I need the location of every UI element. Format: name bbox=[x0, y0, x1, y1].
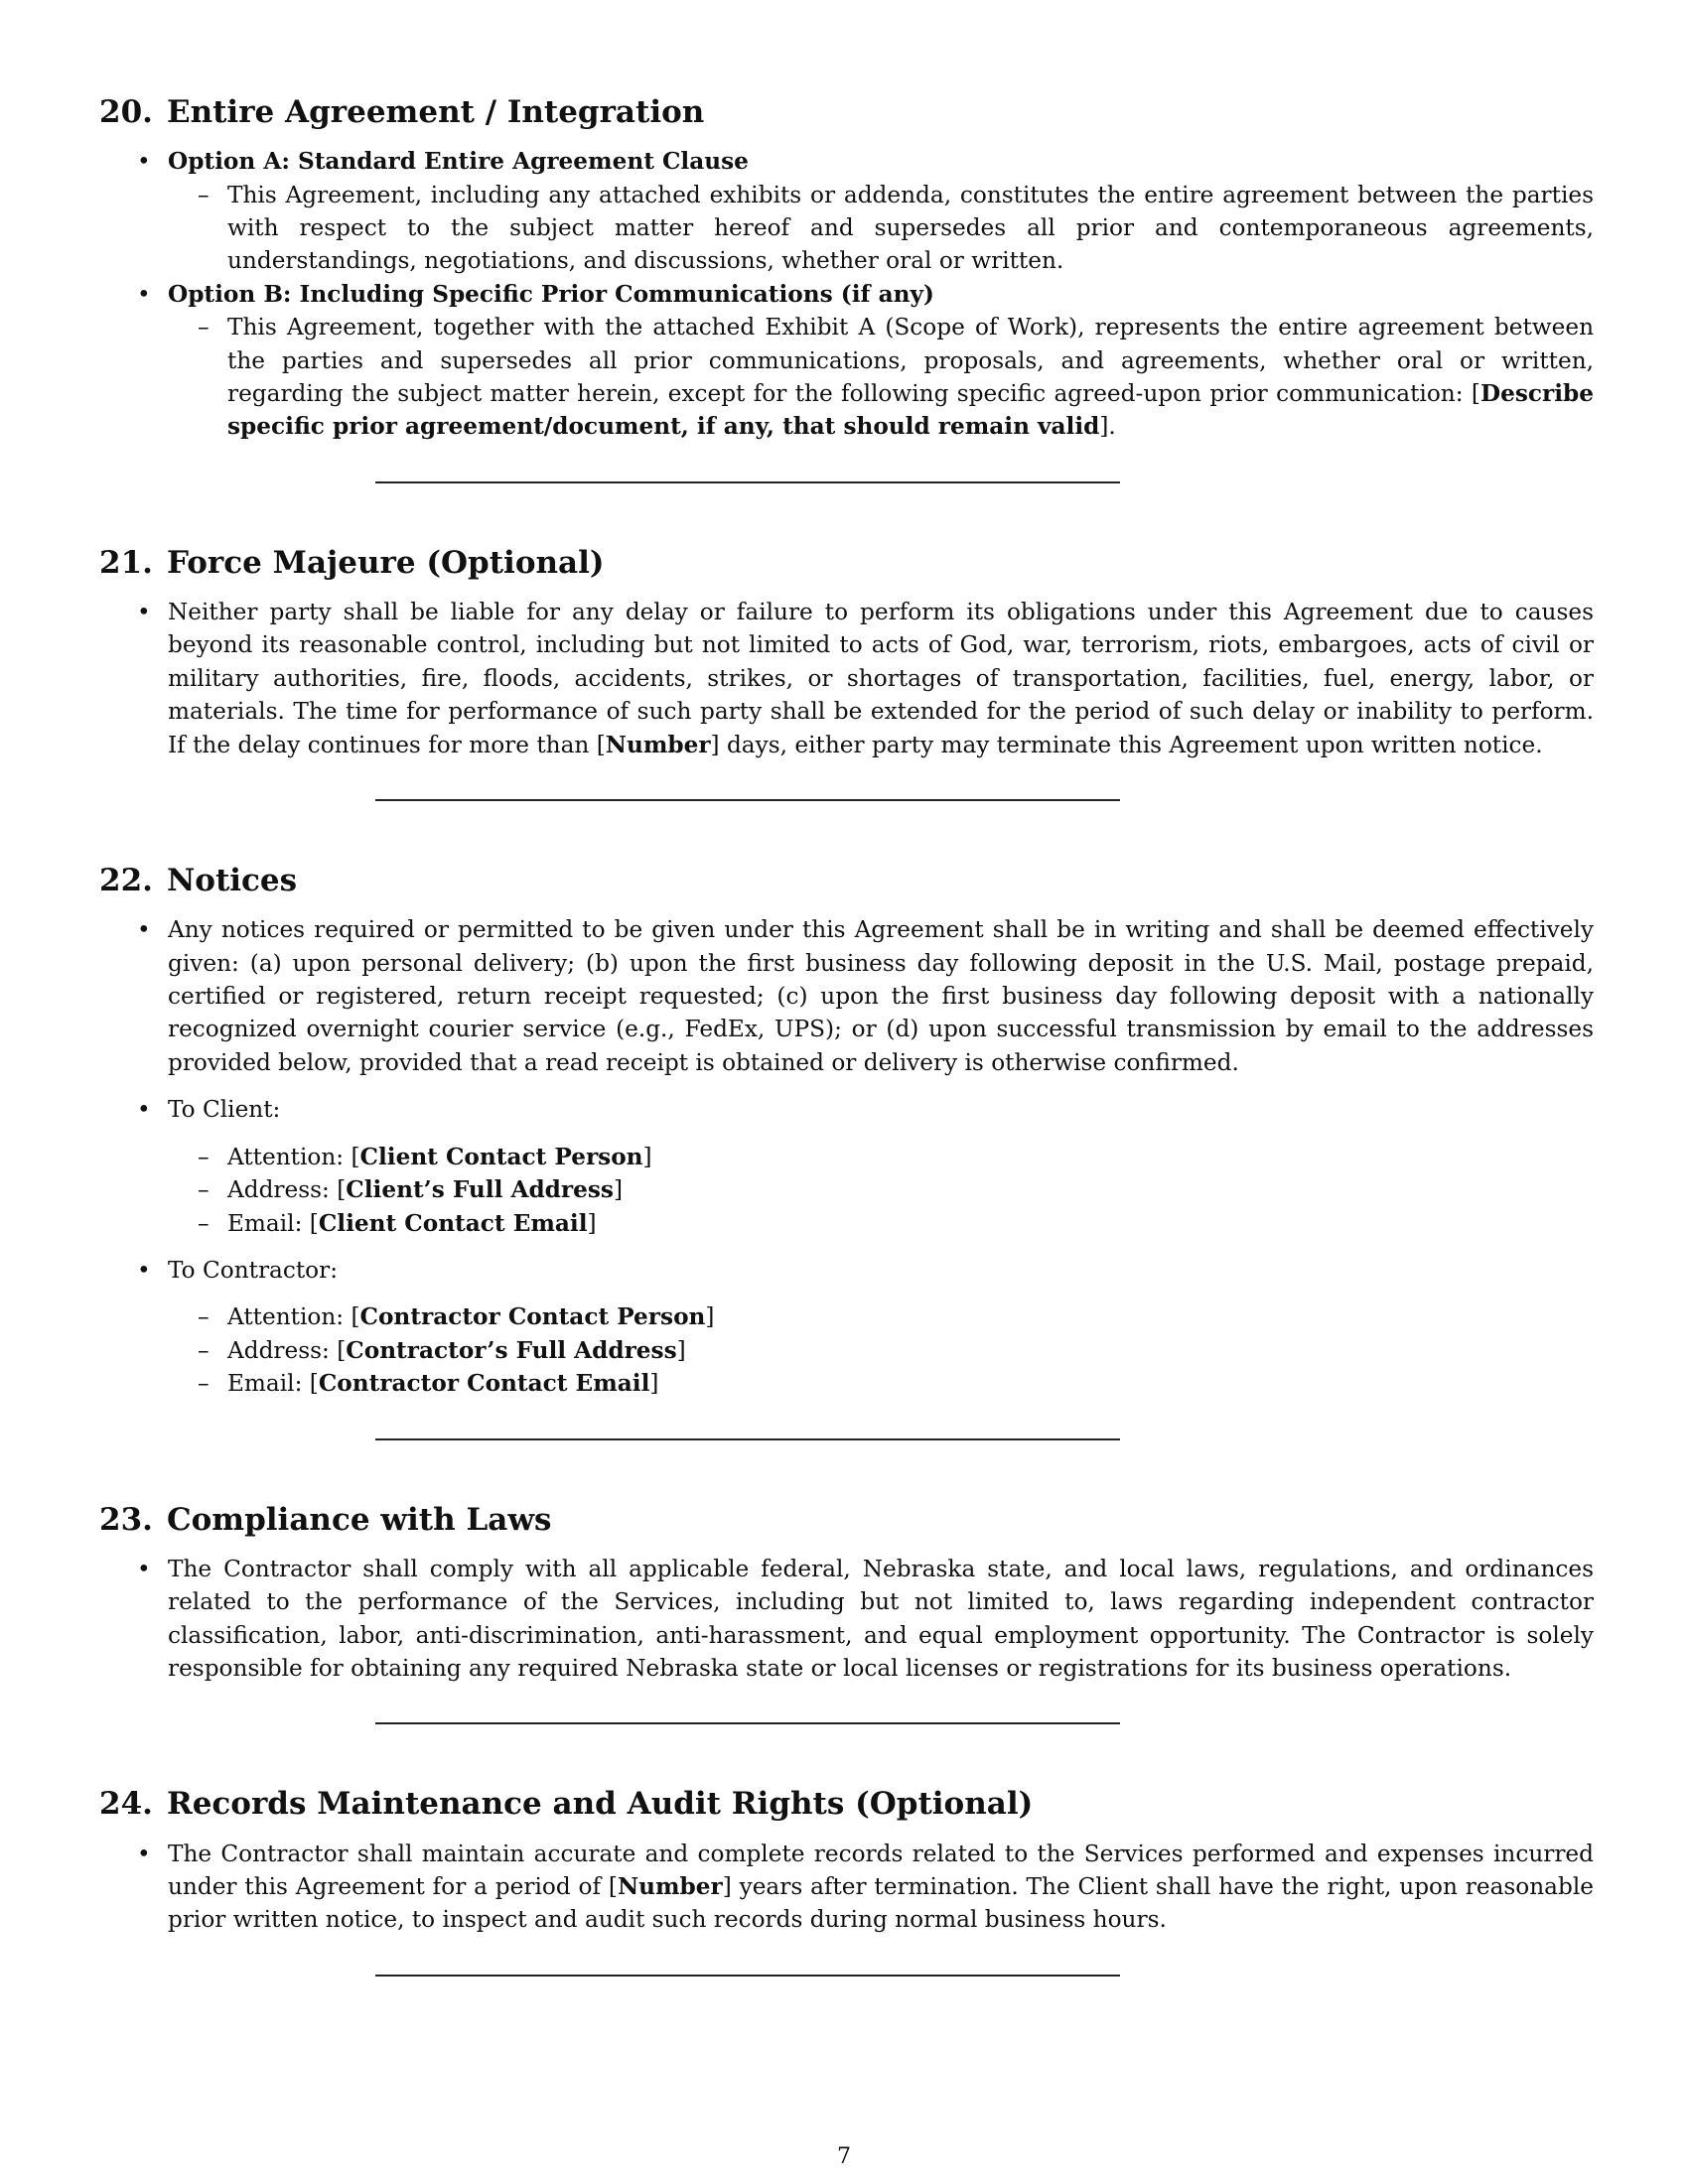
field-label: Attention: [ bbox=[227, 1303, 360, 1331]
clause-text: ]. bbox=[1099, 413, 1116, 441]
section-divider bbox=[375, 799, 1120, 801]
section-number: 20. bbox=[99, 94, 153, 130]
placeholder-field: Contractor’s Full Address bbox=[346, 1336, 677, 1364]
client-contact-list bbox=[168, 1141, 1594, 1240]
bracket: ] bbox=[676, 1336, 686, 1364]
client-email bbox=[168, 1207, 1594, 1240]
list-item: • Any notices required or permitted to be given under this Agreement shall be in writing and shall be deemed effectively given: (a) upon personal delivery; (b) upon the first business day following deposit in the U.S. Mail, postage prepaid, certified or registered, return receipt requested; (c) upon the first business day following deposit with a nationally recognized overnight courier service (e.g., FedEx, UPS); or (d) upon successful transmission by email to the addresses provided below, provided that a read receipt is obtained or delivery is otherwise confirmed. bbox=[99, 913, 1594, 1079]
placeholder-field: Client Contact Email bbox=[318, 1209, 588, 1237]
placeholder-field: Number bbox=[605, 731, 711, 758]
section-notices bbox=[99, 863, 1594, 1400]
field-label: Email: [ bbox=[227, 1370, 319, 1398]
section-heading bbox=[99, 863, 1594, 899]
section-number: 22. bbox=[99, 863, 153, 899]
bullet-list bbox=[99, 145, 1594, 444]
list-item: • The Contractor shall comply with all applicable federal, Nebraska state, and local laws, regulations, and ordinances related to the performance of the Services, including but not limited to, laws regarding independent contractor classification, labor, anti-discrimination, anti-harassment, and equal employment opportunity. The Contractor is solely responsible for obtaining any required Nebraska state or local licenses or registrations for its business operations. bbox=[99, 1553, 1594, 1686]
client-address bbox=[168, 1173, 1594, 1206]
document-page bbox=[99, 94, 1594, 2038]
page-number: 7 bbox=[837, 2144, 851, 2169]
list-item bbox=[99, 596, 1594, 761]
section-divider bbox=[375, 1975, 1120, 1977]
section-title: Force Majeure (Optional) bbox=[166, 544, 605, 581]
option-a-label: Option A: Standard Entire Agreement Clause bbox=[168, 148, 749, 176]
section-number: 21. bbox=[99, 544, 153, 581]
section-heading bbox=[99, 94, 1594, 131]
field-label: Address: [ bbox=[227, 1336, 347, 1364]
clause-text: ] years after termination. The Client shall have the right, upon reasonable prior written notice, to inspect and audit such records during normal business hours. bbox=[168, 1872, 1594, 1934]
section-force-majeure bbox=[99, 545, 1594, 761]
section-records-audit bbox=[99, 1786, 1594, 1936]
sub-list bbox=[168, 179, 1594, 278]
section-compliance bbox=[99, 1502, 1594, 1686]
clause-text: This Agreement, together with the attached Exhibit A (Scope of Work), represents the entire agreement between the parties and supersedes all prior communications, proposals, and agreements, whether oral or written, regarding the subject matter herein, except for the following specific agreed-upon prior communication: [ bbox=[227, 314, 1594, 408]
section-divider bbox=[375, 1722, 1120, 1724]
field-label: Email: [ bbox=[227, 1209, 319, 1237]
placeholder-field: Describe specific prior agreement/document, if any, that should remain valid bbox=[227, 380, 1594, 441]
section-heading bbox=[99, 545, 1594, 582]
field-label: Address: [ bbox=[227, 1176, 347, 1204]
section-divider bbox=[375, 481, 1120, 483]
list-item bbox=[99, 145, 1594, 278]
contractor-address bbox=[168, 1334, 1594, 1367]
list-item bbox=[99, 1254, 1594, 1401]
contractor-contact-list bbox=[168, 1300, 1594, 1400]
bracket: ] bbox=[642, 1143, 652, 1170]
bullet-list bbox=[99, 1838, 1594, 1937]
section-heading bbox=[99, 1786, 1594, 1823]
bracket: ] bbox=[587, 1209, 597, 1237]
bullet-list bbox=[99, 596, 1594, 761]
option-b-label: Option B: Including Specific Prior Communications (if any) bbox=[168, 280, 934, 308]
section-title: Entire Agreement / Integration bbox=[166, 94, 705, 130]
bullet-list bbox=[99, 1553, 1594, 1686]
field-label: Attention: [ bbox=[227, 1143, 360, 1170]
option-a-text: – This Agreement, including any attached exhibits or addenda, constitutes the entire agreement between the parties with respect to the subject matter hereof and supersedes all prior and contemporaneous agreements, understandings, negotiations, and discussions, whether oral or written. bbox=[168, 179, 1594, 278]
placeholder-field: Client Contact Person bbox=[359, 1143, 643, 1170]
placeholder-field: Number bbox=[617, 1872, 723, 1900]
list-item bbox=[99, 1093, 1594, 1240]
contractor-heading: To Contractor: bbox=[168, 1256, 339, 1284]
section-heading bbox=[99, 1502, 1594, 1539]
client-heading: To Client: bbox=[168, 1096, 281, 1124]
placeholder-field: Contractor Contact Email bbox=[318, 1370, 650, 1398]
section-entire-agreement bbox=[99, 94, 1594, 444]
bracket: ] bbox=[649, 1370, 659, 1398]
placeholder-field: Client’s Full Address bbox=[346, 1176, 614, 1204]
section-number: 24. bbox=[99, 1786, 153, 1823]
section-title: Records Maintenance and Audit Rights (Optional) bbox=[166, 1786, 1034, 1823]
placeholder-field: Contractor Contact Person bbox=[359, 1303, 706, 1331]
clause-text: ] days, either party may terminate this Agreement upon written notice. bbox=[710, 731, 1543, 758]
bracket: ] bbox=[705, 1303, 715, 1331]
client-attention bbox=[168, 1141, 1594, 1173]
list-item bbox=[99, 1838, 1594, 1937]
section-title: Compliance with Laws bbox=[166, 1501, 552, 1538]
bullet-list bbox=[99, 913, 1594, 1400]
section-number: 23. bbox=[99, 1501, 153, 1538]
list-item bbox=[99, 278, 1594, 444]
clause-text: Neither party shall be liable for any delay or failure to perform its obligations under this Agreement due to causes beyond its reasonable control, including but not limited to acts of God, war, terrorism, riots, embargoes, acts of civil or military authorities, fire, floods, accidents, strikes, or shortages of transportation, facilities, fuel, energy, labor, or materials. The time for performance of such party shall be extended for the period of such delay or inability to perform. If the delay continues for more than [ bbox=[168, 599, 1594, 758]
contractor-email bbox=[168, 1367, 1594, 1400]
section-divider bbox=[375, 1438, 1120, 1440]
section-title: Notices bbox=[166, 863, 298, 899]
sub-list bbox=[168, 311, 1594, 444]
clause-text: The Contractor shall maintain accurate and complete records related to the Services performed and expenses incurred under this Agreement for a period of [ bbox=[168, 1840, 1594, 1900]
bracket: ] bbox=[613, 1176, 624, 1204]
option-b-text bbox=[168, 311, 1594, 444]
contractor-attention bbox=[168, 1300, 1594, 1333]
